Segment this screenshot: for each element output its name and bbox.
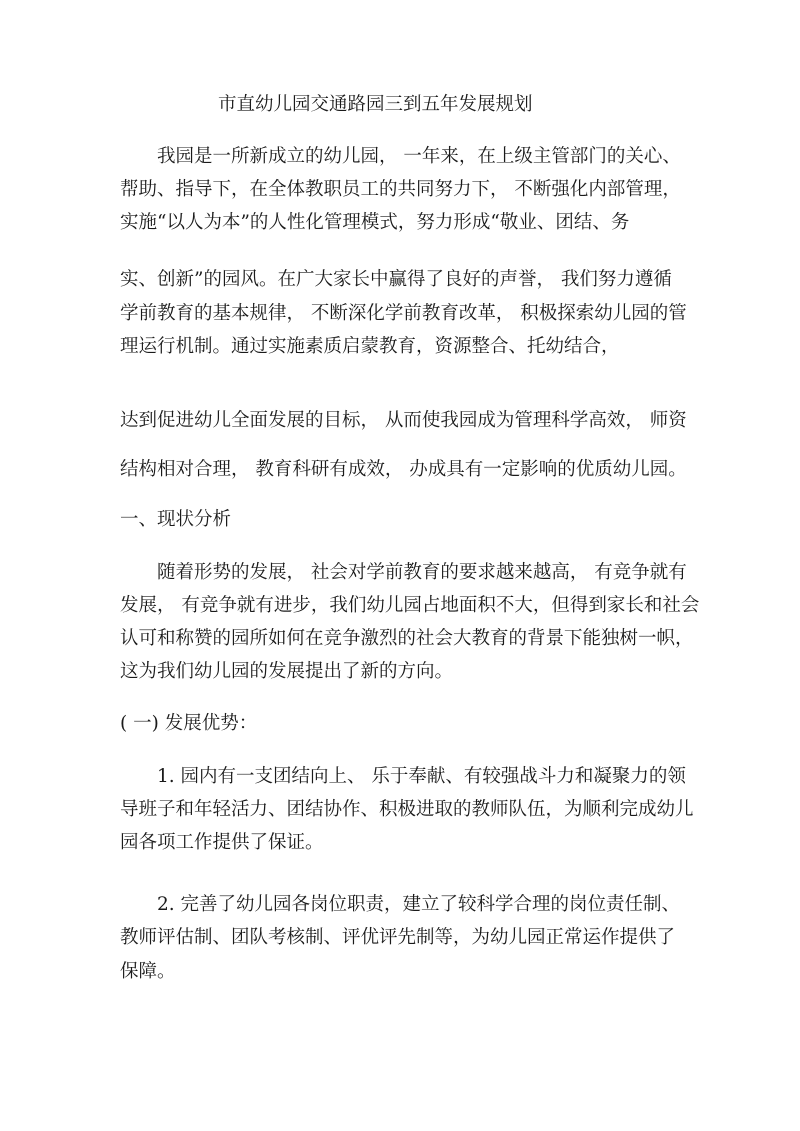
subsection-heading-advantages: ( 一) 发展优势： bbox=[120, 713, 258, 734]
point1-line-3: 园各项工作提供了保证。 bbox=[120, 832, 324, 853]
intro-line-2: 帮助、指导下，在全体教职员工的共同努力下， 不断强化内部管理， bbox=[120, 179, 681, 200]
section1-line-1: 随着形势的发展， 社会对学前教育的要求越来越高， 有竞争就有 bbox=[157, 562, 687, 583]
document-title: 市直幼儿园交通路园三到五年发展规划 bbox=[218, 94, 533, 115]
intro-line-4: 实、创新”的园风。在广大家长中赢得了良好的声誉， 我们努力遵循 bbox=[120, 269, 672, 290]
section1-line-3: 认可和称赞的园所如何在竞争激烈的社会大教育的背景下能独树一帜， bbox=[120, 628, 694, 649]
intro-line-7: 达到促进幼儿全面发展的目标， 从而使我园成为管理科学高效， 师资 bbox=[120, 410, 687, 431]
intro-line-6: 理运行机制。通过实施素质启蒙教育，资源整合、托幼结合， bbox=[120, 336, 620, 357]
point1-line-1: 1. 园内有一支团结向上、 乐于奉献、有较强战斗力和凝聚力的领 bbox=[157, 766, 686, 787]
section-heading-status-analysis: 一、现状分析 bbox=[120, 509, 232, 530]
section1-line-2: 发展， 有竞争就有进步，我们幼儿园占地面积不大，但得到家长和社会 bbox=[120, 595, 700, 616]
intro-line-1: 我园是一所新成立的幼儿园， 一年来，在上级主管部门的关心、 bbox=[157, 146, 681, 167]
intro-line-8: 结构相对合理， 教育科研有成效， 办成具有一定影响的优质幼儿园。 bbox=[120, 459, 687, 480]
section1-line-4: 这为我们幼儿园的发展提出了新的方向。 bbox=[120, 661, 454, 682]
intro-line-5: 学前教育的基本规律， 不断深化学前教育改革， 积极探索幼儿园的管 bbox=[120, 303, 687, 324]
point2-line-2: 教师评估制、团队考核制、评优评先制等，为幼儿园正常运作提供了 bbox=[120, 927, 676, 948]
point2-line-3: 保障。 bbox=[120, 961, 176, 982]
intro-line-3: 实施“以人为本”的人性化管理模式，努力形成“敬业、团结、务 bbox=[120, 212, 630, 233]
point2-line-1: 2. 完善了幼儿园各岗位职责，建立了较科学合理的岗位责任制、 bbox=[157, 894, 681, 915]
point1-line-2: 导班子和年轻活力、团结协作、积极进取的教师队伍，为顺利完成幼儿 bbox=[120, 799, 694, 820]
